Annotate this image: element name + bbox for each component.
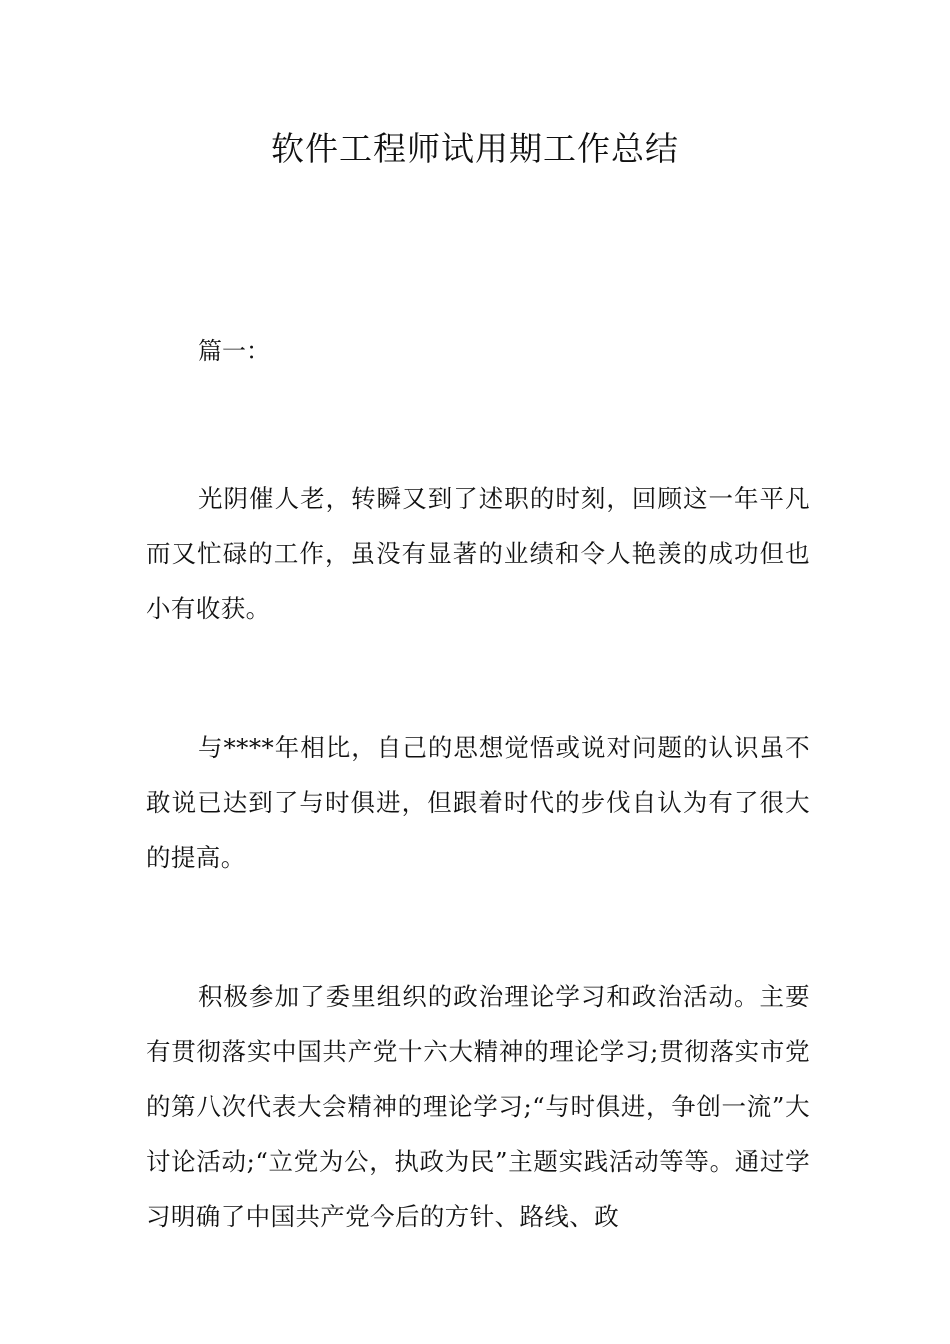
paragraph-3: 积极参加了委里组织的政治理论学习和政治活动。主要有贯彻落实中国共产党十六大精神的理论学习;贯彻落实市党的第八次代表大会精神的理论学习;“与时俱进，争创一流”大讨论活动;“立党为公，执政为民”主题实践活动等等。通过学习明确了中国共产党今后的方针、路线、政 (146, 982, 810, 1231)
paragraph-1: 光阴催人老，转瞬又到了述职的时刻，回顾这一年平凡而又忙碌的工作，虽没有显著的业绩和令人艳羡的成功但也小有收获。 (146, 484, 810, 623)
section-label: 篇一： (198, 337, 270, 365)
paragraph-2: 与****年相比，自己的思想觉悟或说对问题的认识虽不敢说已达到了与时俱进，但跟着时代的步伐自认为有了很大的提高。 (146, 733, 810, 872)
document-title: 软件工程师试用期工作总结 (271, 129, 679, 168)
